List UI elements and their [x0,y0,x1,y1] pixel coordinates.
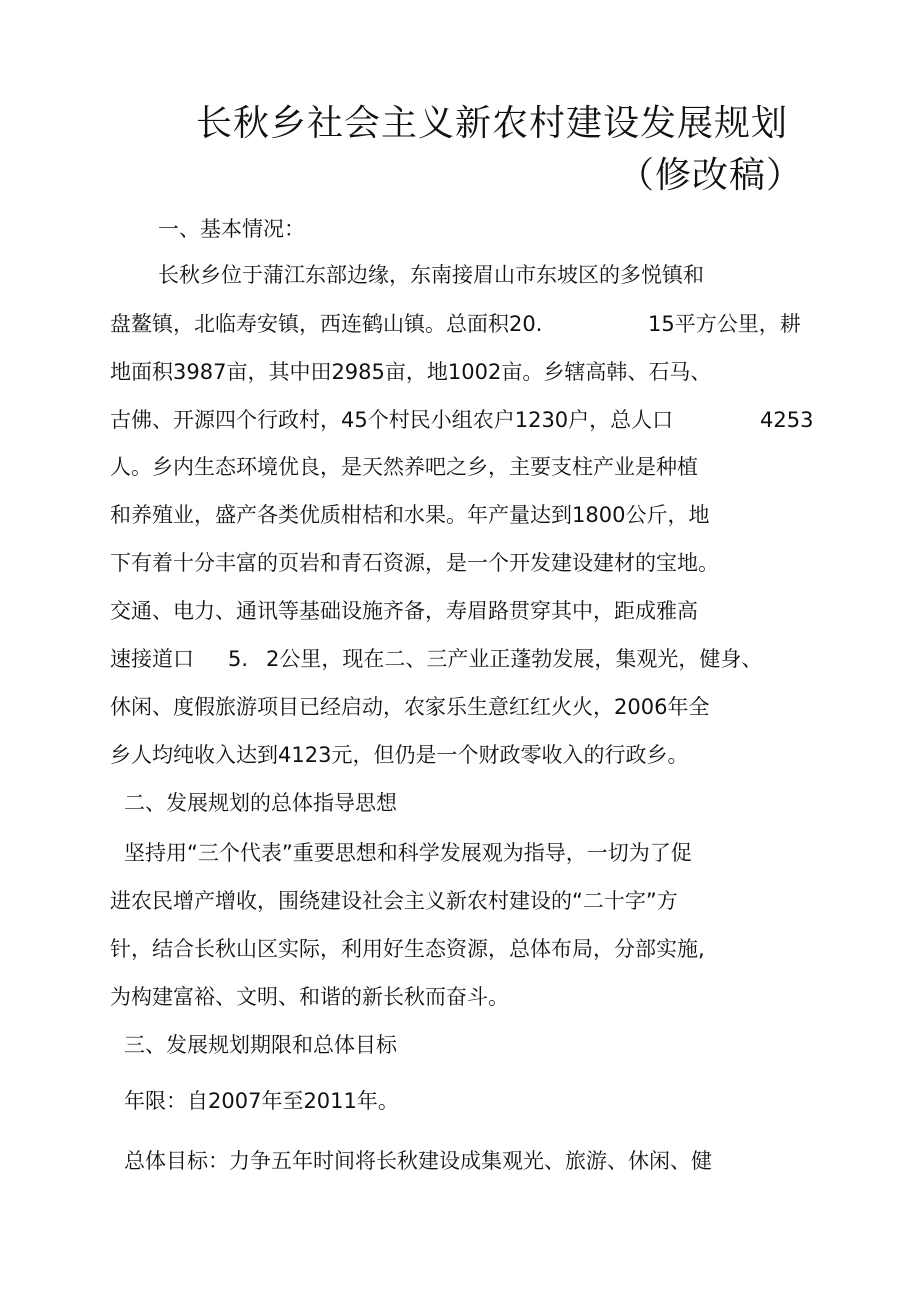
paragraph-line: 长秋乡位于蒲江东部边缘，东南接眉山市东坡区的多悦镇和 [158,263,704,287]
line-segment: 速接道口 [110,647,194,671]
line-segment: 古佛、开源四个行政村，45个村民小组农户1230户，总人口 [110,408,674,432]
line-segment: 15平方公里，耕 [648,312,801,336]
document-subtitle: （修改稿） [618,155,804,196]
paragraph-line: 和养殖业，盛产各类优质柑桔和水果。年产量达到1800公斤，地 [110,503,710,527]
paragraph-line: 下有着十分丰富的页岩和青石资源，是一个开发建设建材的宝地。 [110,551,719,575]
paragraph-line: 地面积3987亩，其中田2985亩，地1002亩。乡辖高韩、石马、 [110,360,712,384]
line-segment: 盘鳌镇，北临寿安镇，西连鹤山镇。总面积20. [110,312,543,336]
section-heading-period-and-goals: 三、发展规划期限和总体目标 [124,1033,397,1057]
paragraph-line: 针，结合长秋山区实际，利用好生态资源，总体布局，分部实施, [110,937,705,961]
goal-line: 总体目标：力争五年时间将长秋建设成集观光、旅游、休闲、健 [124,1149,712,1173]
paragraph-line: 坚持用“三个代表”重要思想和科学发展观为指导，一切为了促 [124,841,692,865]
section-heading-guiding-ideology: 二、发展规划的总体指导思想 [124,791,397,815]
period-line: 年限：自2007年至2011年。 [124,1089,399,1113]
line-segment: 5. [228,647,249,671]
section-heading-basic-info: 一、基本情况： [158,217,305,241]
paragraph-line: 人。乡内生态环境优良，是天然养吧之乡，主要支柱产业是种植 [110,455,698,479]
line-segment: 2公里，现在二、三产业正蓬勃发展，集观光，健身、 [266,647,763,671]
paragraph-line: 为构建富裕、文明、和谐的新长秋而奋斗。 [110,985,509,1009]
line-segment: 4253 [760,408,814,432]
paragraph-line: 休闲、度假旅游项目已经启动，农家乐生意红红火火，2006年全 [110,695,710,719]
document-title: 长秋乡社会主义新农村建设发展规划 [196,103,789,144]
paragraph-line: 乡人均纯收入达到4123元，但仍是一个财政零收入的行政乡。 [110,743,689,767]
paragraph-line: 交通、电力、通讯等基础设施齐备，寿眉路贯穿其中，距成雅高 [110,599,698,623]
paragraph-line: 进农民增产增收，围绕建设社会主义新农村建设的“二十字”方 [110,889,678,913]
